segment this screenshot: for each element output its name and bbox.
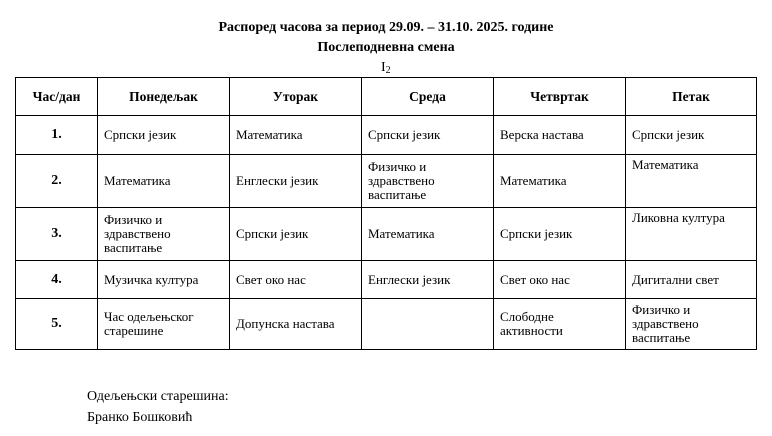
- table-cell: Музичка култура: [98, 261, 230, 299]
- column-header-thursday: Четвртак: [494, 78, 626, 116]
- table-cell: Физичко и здравствено васпитање: [626, 299, 757, 350]
- table-cell: Српски језик: [494, 208, 626, 261]
- page-title: Распоред часова за период 29.09. – 31.10. 2025. године: [218, 20, 554, 35]
- column-header-period: Час/дан: [16, 78, 98, 116]
- period-number: 3.: [16, 208, 98, 261]
- table-cell: Дигитални свет: [626, 261, 757, 299]
- period-number: 2.: [16, 155, 98, 208]
- table-cell: Свет око нас: [494, 261, 626, 299]
- grade-number: I: [381, 60, 386, 75]
- table-row: [16, 155, 757, 208]
- column-header-monday: Понедељак: [98, 78, 230, 116]
- homeroom-teacher-name: Бранко Бошковић: [87, 410, 193, 425]
- table-cell: Час одељењског старешине: [98, 299, 230, 350]
- table-cell: Свет око нас: [230, 261, 362, 299]
- table-cell: Математика: [230, 116, 362, 155]
- table-cell: Физичко и здравствено васпитање: [98, 208, 230, 261]
- table-cell: Српски језик: [626, 116, 757, 155]
- table-cell: [362, 299, 494, 350]
- table-row: [16, 261, 757, 299]
- table-cell: Српски језик: [98, 116, 230, 155]
- period-number: 1.: [16, 116, 98, 155]
- homeroom-teacher-label: Одељењски старешина:: [87, 389, 229, 404]
- grade-section: 2: [385, 65, 391, 76]
- column-header-tuesday: Уторак: [230, 78, 362, 116]
- table-row: [16, 116, 757, 155]
- column-header-wednesday: Среда: [362, 78, 494, 116]
- period-number: 5.: [16, 299, 98, 350]
- table-cell: Енглески језик: [230, 155, 362, 208]
- shift-subtitle: Послеподневна смена: [317, 40, 455, 55]
- table-cell: Математика: [494, 155, 626, 208]
- table-cell: Ликовна култура: [626, 208, 757, 261]
- table-cell: Математика: [98, 155, 230, 208]
- table-cell: Верска настава: [494, 116, 626, 155]
- table-header-row: [16, 78, 757, 116]
- table-row: [16, 208, 757, 261]
- table-cell: Математика: [362, 208, 494, 261]
- table-cell: Српски језик: [230, 208, 362, 261]
- table-cell: Математика: [626, 155, 757, 208]
- table-cell: Допунска настава: [230, 299, 362, 350]
- table-row: [16, 299, 757, 350]
- table-cell: Енглески језик: [362, 261, 494, 299]
- column-header-friday: Петак: [626, 78, 757, 116]
- period-number: 4.: [16, 261, 98, 299]
- table-cell: Српски језик: [362, 116, 494, 155]
- schedule-table: [15, 77, 757, 350]
- table-cell: Физичко и здравствено васпитање: [362, 155, 494, 208]
- table-cell: Слободне активности: [494, 299, 626, 350]
